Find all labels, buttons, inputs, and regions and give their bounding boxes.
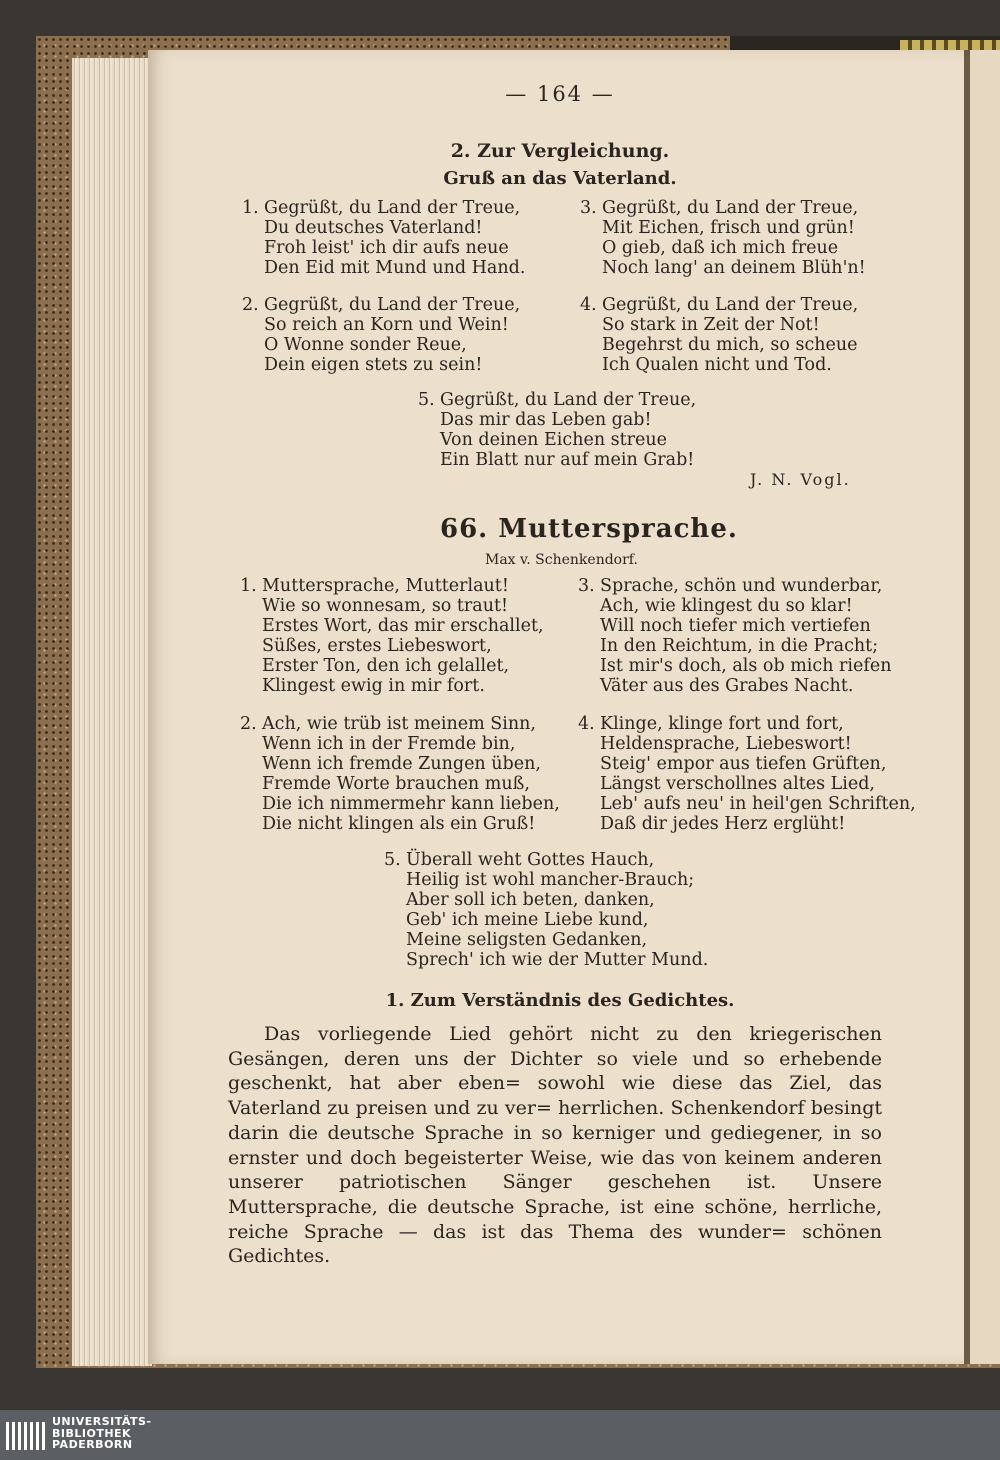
verse-line: Väter aus des Grabes Nacht. [600, 676, 854, 696]
verse-line: Ach, wie trüb ist meinem Sinn, [262, 714, 536, 734]
poem1-title: Gruß an das Vaterland. [443, 168, 677, 189]
poem66-stanza-1 [240, 576, 544, 696]
verse-line: Ist mir's doch, als ob mich riefen [600, 656, 892, 676]
verse-line: Begehrst du mich, so scheue [602, 335, 858, 355]
verse-line: Noch lang' an deinem Blüh'n! [602, 258, 866, 278]
verse-line: Die ich nimmermehr kann lieben, [262, 794, 560, 814]
stanza-number: 5. [384, 850, 401, 870]
stanza-number: 4. [580, 295, 597, 315]
library-logo-icon [6, 1422, 46, 1450]
verse-line: Gegrüßt, du Land der Treue, [602, 295, 859, 315]
verse-line: Klingest ewig in mir fort. [262, 676, 485, 696]
poem66-stanza-4 [578, 714, 916, 834]
verse-line: Sprech' ich wie der Mutter Mund. [406, 950, 709, 970]
verse-line: Heilig ist wohl mancher-Brauch; [406, 870, 695, 890]
poem1-stanza-4 [580, 295, 858, 375]
library-name-line: PADERBORN [52, 1438, 133, 1451]
verse-line: Den Eid mit Mund und Hand. [264, 258, 526, 278]
verse-line: Klinge, klinge fort und fort, [600, 714, 844, 734]
stanza-number: 4. [578, 714, 595, 734]
poem66-heading [440, 514, 738, 544]
verse-line: In den Reichtum, in die Pracht; [600, 636, 879, 656]
verse-line: Steig' empor aus tiefen Grüften, [600, 754, 887, 774]
verse-line: Meine seligsten Gedanken, [406, 930, 648, 950]
verse-line: Längst verschollnes altes Lied, [600, 774, 875, 794]
stanza-number: 2. [242, 295, 259, 315]
poem66-stanza-2 [240, 714, 560, 834]
verse-line: Dein eigen stets zu sein! [264, 355, 483, 375]
verse-line: O gieb, daß ich mich freue [602, 238, 839, 258]
verse-line: Die nicht klingen als ein Gruß! [262, 814, 536, 834]
page-number: — 164 — [505, 82, 615, 106]
footer-bar [0, 1410, 1000, 1460]
verse-line: Wenn ich fremde Zungen üben, [262, 754, 541, 774]
verse-line: Aber soll ich beten, danken, [406, 890, 655, 910]
page-edges [72, 58, 152, 1366]
stanza-number: 1. [240, 576, 257, 596]
verse-line: Daß dir jedes Herz erglüht! [600, 814, 846, 834]
stanza-number: 3. [578, 576, 595, 596]
poem1-stanza-1 [242, 198, 525, 278]
library-name [52, 1416, 152, 1451]
verse-line: Froh leist' ich dir aufs neue [264, 238, 509, 258]
verse-line: Von deinen Eichen streue [440, 430, 668, 450]
verse-line: Süßes, erstes Liebeswort, [262, 636, 492, 656]
verse-line: Will noch tiefer mich vertiefen [600, 616, 871, 636]
commentary-text [228, 1022, 882, 1269]
commentary-paragraph: Das vorliegende Lied gehört nicht zu den kriegerischen Gesängen, deren uns der Dichter so viele und so erhebende geschenkt, hat aber eben= sowohl wie diese das Ziel, das Vaterland zu preisen und zu ver= herrlichen. Schenkendorf besingt darin die deutsche Sprache in so kerniger und gediegener, in so ernster und doch begeisterter Weise, wie das von keinem anderen unserer patriotischen Sänger geschehen ist. Unsere Muttersprache, die deutsche Sprache, ist eine schöne, herrliche, reiche Sprache — das ist das Thema des wunder= schönen Gedichtes. [228, 1023, 882, 1268]
verse-line: Wie so wonnesam, so traut! [262, 596, 509, 616]
poem66-title: Muttersprache. [498, 514, 738, 544]
stanza-number: 1. [242, 198, 259, 218]
verse-line: Erstes Wort, das mir erschallet, [262, 616, 544, 636]
verse-line: Mit Eichen, frisch und grün! [602, 218, 855, 238]
verse-line: Gegrüßt, du Land der Treue, [602, 198, 859, 218]
facing-page-edge [964, 50, 1000, 1364]
verse-line: Ein Blatt nur auf mein Grab! [440, 450, 695, 470]
poem1-stanza-3 [580, 198, 866, 278]
verse-line: Muttersprache, Mutterlaut! [262, 576, 509, 596]
verse-line: Gegrüßt, du Land der Treue, [440, 390, 697, 410]
verse-line: Gegrüßt, du Land der Treue, [264, 295, 521, 315]
poem1-author: J. N. Vogl. [750, 470, 851, 489]
stanza-number: 2. [240, 714, 257, 734]
verse-line: Das mir das Leben gab! [440, 410, 652, 430]
section-heading-understanding: 1. Zum Verständnis des Gedichtes. [385, 990, 735, 1011]
verse-line: Heldensprache, Liebeswort! [600, 734, 852, 754]
gilded-band [900, 40, 1000, 50]
stanza-number: 5. [418, 390, 435, 410]
verse-line: Sprache, schön und wunderbar, [600, 576, 883, 596]
poem66-stanza-5 [384, 850, 708, 970]
verse-line: Wenn ich in der Fremde bin, [262, 734, 516, 754]
verse-line: So stark in Zeit der Not! [602, 315, 820, 335]
verse-line: Gegrüßt, du Land der Treue, [264, 198, 521, 218]
verse-line: Erster Ton, den ich gelallet, [262, 656, 510, 676]
verse-line: So reich an Korn und Wein! [264, 315, 509, 335]
poem66-number: 66. [440, 514, 489, 544]
poem66-author: Max v. Schenkendorf. [485, 552, 638, 568]
verse-line: Fremde Worte brauchen muß, [262, 774, 530, 794]
poem1-stanza-2 [242, 295, 520, 375]
poem1-stanza-5 [418, 390, 696, 470]
stanza-number: 3. [580, 198, 597, 218]
verse-line: Ich Qualen nicht und Tod. [602, 355, 832, 375]
verse-line: O Wonne sonder Reue, [264, 335, 467, 355]
verse-line: Ach, wie klingest du so klar! [600, 596, 853, 616]
verse-line: Geb' ich meine Liebe kund, [406, 910, 649, 930]
poem66-stanza-3 [578, 576, 891, 696]
verse-line: Du deutsches Vaterland! [264, 218, 483, 238]
library-name-line: BIBLIOTHEK [52, 1426, 132, 1440]
verse-line: Leb' aufs neu' in heil'gen Schriften, [600, 794, 916, 814]
section-heading-comparison: 2. Zur Vergleichung. [450, 140, 670, 162]
library-name-line: UNIVERSITÄTS- [52, 1415, 152, 1428]
verse-line: Überall weht Gottes Hauch, [406, 850, 655, 870]
